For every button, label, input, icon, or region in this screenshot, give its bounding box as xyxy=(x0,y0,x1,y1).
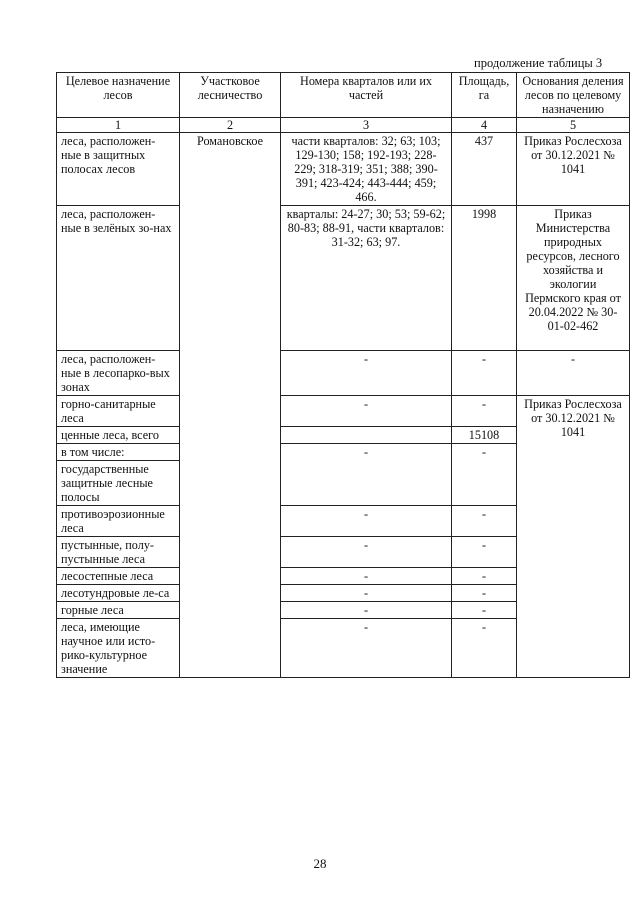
cell-basis: Приказ Министерства природных ресурсов, лесного хозяйства и экологии Пермского края от 20.04.2022 № 30-01-02-462 xyxy=(517,206,630,351)
cell-area: - xyxy=(452,396,517,427)
cell-quarters xyxy=(281,427,452,444)
cell-forestry: Романовское xyxy=(180,133,281,678)
cell-purpose: лесостепные леса xyxy=(57,568,180,585)
cell-area: - xyxy=(452,602,517,619)
cell-quarters: - xyxy=(281,585,452,602)
cell-area: - xyxy=(452,585,517,602)
cell-purpose: леса, расположен-ные в зелёных зо-нах xyxy=(57,206,180,351)
cell-area: 15108 xyxy=(452,427,517,444)
cell-area: - xyxy=(452,537,517,568)
cell-quarters: - xyxy=(281,537,452,568)
table-row xyxy=(57,133,630,206)
cell-area: 437 xyxy=(452,133,517,206)
cell-area: 1998 xyxy=(452,206,517,351)
table-continuation-label: продолжение таблицы 3 xyxy=(474,56,603,70)
cell-quarters: части кварталов: 32; 63; 103; 129-130; 158; 192-193; 228-229; 318-319; 351; 388; 390-391; 423-424; 443-444; 459; 466. xyxy=(281,133,452,206)
header-forestry: Участковое лесничество xyxy=(180,73,281,118)
header-purpose: Целевое назначение лесов xyxy=(57,73,180,118)
forest-purpose-table xyxy=(56,72,630,678)
cell-area: - xyxy=(452,619,517,678)
cell-basis: Приказ Рослесхоза от 30.12.2021 № 1041 xyxy=(517,133,630,206)
cell-quarters: - xyxy=(281,444,452,506)
cell-area: - xyxy=(452,506,517,537)
cell-purpose: государственные защитные лесные полосы xyxy=(57,461,180,506)
table-row xyxy=(57,396,630,427)
cell-purpose: противоэрозионные леса xyxy=(57,506,180,537)
col-number: 3 xyxy=(281,118,452,133)
cell-purpose: лесотундровые ле-са xyxy=(57,585,180,602)
col-number: 5 xyxy=(517,118,630,133)
header-quarters: Номера кварталов или их частей xyxy=(281,73,452,118)
column-number-row xyxy=(57,118,630,133)
cell-purpose: в том числе: xyxy=(57,444,180,461)
cell-quarters: кварталы: 24-27; 30; 53; 59-62; 80-83; 88-91, части кварталов: 31-32; 63; 97. xyxy=(281,206,452,351)
cell-purpose: леса, имеющие научное или исто-рико-культурное значение xyxy=(57,619,180,678)
col-number: 1 xyxy=(57,118,180,133)
cell-quarters: - xyxy=(281,506,452,537)
cell-basis: Приказ Рослесхоза от 30.12.2021 № 1041 xyxy=(517,396,630,678)
cell-quarters: - xyxy=(281,351,452,396)
cell-purpose: пустынные, полу-пустынные леса xyxy=(57,537,180,568)
table-row xyxy=(57,206,630,351)
cell-basis: - xyxy=(517,351,630,396)
header-basis: Основания деления лесов по целевому назначению xyxy=(517,73,630,118)
cell-quarters: - xyxy=(281,396,452,427)
cell-purpose: горные леса xyxy=(57,602,180,619)
table-row xyxy=(57,351,630,396)
cell-quarters: - xyxy=(281,568,452,585)
cell-purpose: горно-санитарные леса xyxy=(57,396,180,427)
page-number: 28 xyxy=(313,856,327,871)
cell-purpose: леса, расположен-ные в лесопарко-вых зонах xyxy=(57,351,180,396)
cell-area: - xyxy=(452,568,517,585)
col-number: 2 xyxy=(180,118,281,133)
col-number: 4 xyxy=(452,118,517,133)
cell-purpose: ценные леса, всего xyxy=(57,427,180,444)
table-header-row xyxy=(57,73,630,118)
cell-area: - xyxy=(452,444,517,506)
cell-purpose: леса, расположен-ные в защитных полосах лесов xyxy=(57,133,180,206)
cell-area: - xyxy=(452,351,517,396)
cell-quarters: - xyxy=(281,619,452,678)
header-area: Площадь, га xyxy=(452,73,517,118)
cell-quarters: - xyxy=(281,602,452,619)
